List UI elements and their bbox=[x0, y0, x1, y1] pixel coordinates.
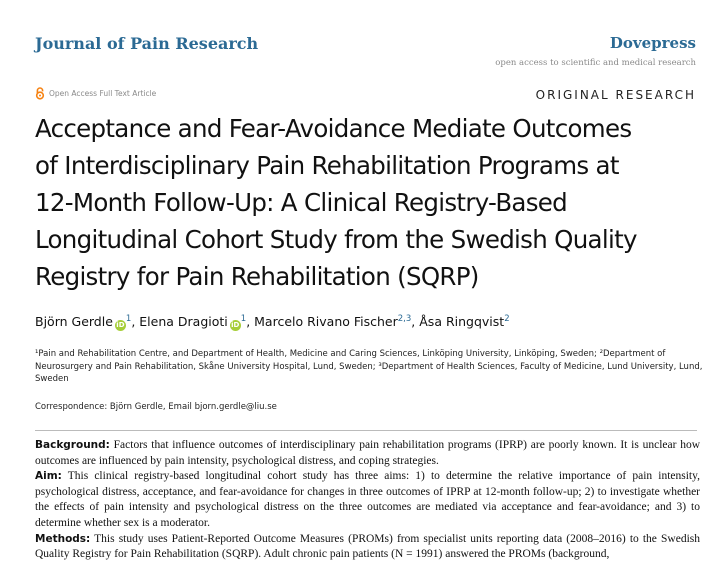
abstract-background bbox=[35, 438, 700, 469]
section-label: Methods: bbox=[35, 532, 91, 545]
affiliations: ¹Pain and Rehabilitation Centre, and Department of Health, Medicine and Caring Sciences, Linköping University, Linköping, Sweden; ²Department of Neurosurgery and Pain Rehabilitation, Skåne University Hospital, Lund, Sweden; ³Department of Health Sciences, Faculty of Medicine, Lund University, Lund, Sweden bbox=[35, 349, 703, 384]
open-access-icon bbox=[35, 87, 45, 100]
open-access-badge bbox=[35, 86, 156, 100]
publisher-tagline: open access to scientific and medical research bbox=[495, 58, 696, 68]
journal-name: Journal of Pain Research bbox=[35, 34, 259, 53]
divider bbox=[35, 430, 697, 431]
author-affiliation-ref: 2 bbox=[504, 314, 510, 324]
article-title bbox=[35, 110, 715, 295]
author-name[interactable]: Åsa Ringqvist bbox=[419, 314, 505, 330]
author-name[interactable]: Björn Gerdle bbox=[35, 314, 113, 330]
title-line: of Interdisciplinary Pain Rehabilitation Programs at bbox=[35, 151, 619, 180]
title-line: Acceptance and Fear-Avoidance Mediate Outcomes bbox=[35, 114, 632, 143]
publisher-logo: Dovepress bbox=[609, 34, 696, 52]
author-name[interactable]: Elena Dragioti bbox=[139, 314, 228, 330]
title-line: Registry for Pain Rehabilitation (SQRP) bbox=[35, 262, 479, 291]
orcid-icon[interactable]: iD bbox=[116, 321, 125, 330]
section-text: This clinical registry-based longitudinal cohort study has three aims: 1) to determine the relative importance of pain intensity, psychological distress, acceptance, and fear-avoidance for changes in three outcomes of IPRP at 12-month follow-up; 2) to investigate whether the effects of pain intensity and psychological distress on the three outcomes are mediated via acceptance and fear-avoidance; and 3) to determine whether sex is a moderator. bbox=[35, 470, 700, 529]
author-affiliation-ref: 1 bbox=[240, 314, 247, 324]
correspondence: Correspondence: Björn Gerdle, Email bjorn.gerdle@liu.se bbox=[35, 402, 277, 412]
section-text: Factors that influence outcomes of interdisciplinary pain rehabilitation programs (IPRP) are poorly known. It is unclear how outcomes are influenced by pain intensity, psychological distress, and coping strategies. bbox=[35, 439, 701, 467]
author-affiliation-ref: 2,3 bbox=[397, 314, 412, 324]
author-list: Björn Gerdle $iD^1$, Elena Dragioti $iD^1$, Marcelo Rivano Fischer$^{2,3}$, Åsa Ringqvist$^2$ bbox=[35, 314, 510, 330]
abstract bbox=[35, 438, 700, 563]
section-label: Aim: bbox=[35, 470, 62, 483]
author-name[interactable]: Marcelo Rivano Fischer bbox=[254, 314, 398, 330]
article-type: ORIGINAL RESEARCH bbox=[535, 88, 696, 102]
section-text: This study uses Patient-Reported Outcome Measures (PROMs) from specialist units reporting data (2008–2016) to the Swedish Quality Registry for Pain Rehabilitation (SQRP). Adult chronic pain patients (N = 1991) answered the PROMs (background, bbox=[35, 532, 700, 561]
abstract-methods bbox=[35, 532, 700, 563]
author-affiliation-ref: 1 bbox=[125, 314, 132, 324]
section-label: Background: bbox=[35, 439, 110, 451]
orcid-icon[interactable]: iD bbox=[231, 321, 240, 330]
open-access-label: Open Access Full Text Article bbox=[49, 88, 157, 98]
abstract-aim bbox=[35, 469, 700, 531]
title-line: 12-Month Follow-Up: A Clinical Registry-Based bbox=[35, 188, 568, 217]
title-line: Longitudinal Cohort Study from the Swedish Quality bbox=[35, 225, 637, 254]
